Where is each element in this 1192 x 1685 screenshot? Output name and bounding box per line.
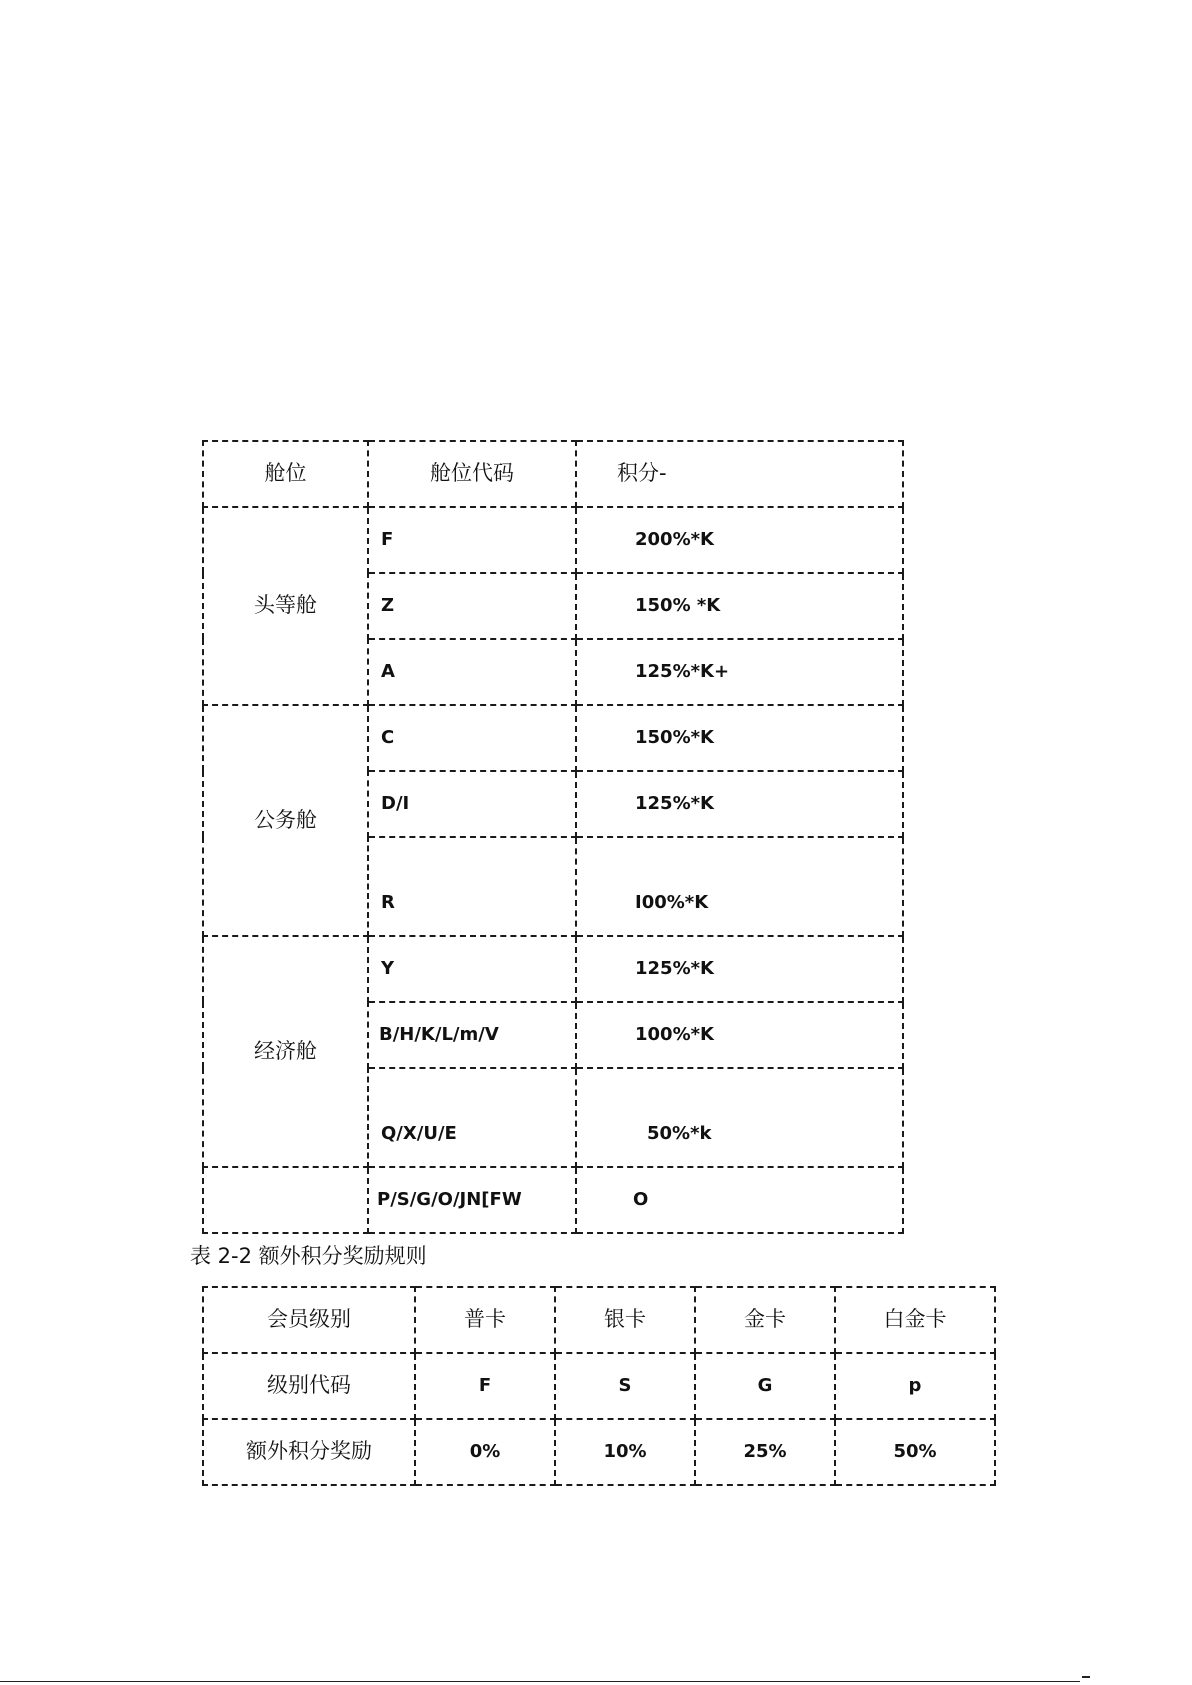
points-value: 100%*K	[576, 1002, 903, 1068]
footer-mark	[1082, 1676, 1090, 1678]
level-code: G	[695, 1353, 835, 1419]
header-cabin-code: 舱位代码	[368, 441, 576, 507]
header-cabin: 舱位	[203, 441, 368, 507]
header-gold-card: 金卡	[695, 1287, 835, 1353]
cabin-code: F	[368, 507, 576, 573]
header-silver-card: 银卡	[555, 1287, 695, 1353]
bonus-value: 10%	[555, 1419, 695, 1485]
level-code: F	[415, 1353, 555, 1419]
cabin-code: B/H/K/L/m/V	[368, 1002, 576, 1068]
header-standard-card: 普卡	[415, 1287, 555, 1353]
cabin-code: Z	[368, 573, 576, 639]
header-platinum-card: 白金卡	[835, 1287, 995, 1353]
table-header-row	[203, 441, 903, 507]
level-code: p	[835, 1353, 995, 1419]
cabin-code: P/S/G/O/JN[FW	[368, 1167, 576, 1233]
cabin-points-table	[202, 440, 904, 1234]
points-value: 125%*K	[576, 771, 903, 837]
row-label-level-code: 级别代码	[203, 1353, 415, 1419]
cabin-empty	[203, 1167, 368, 1233]
table-row	[203, 1353, 995, 1419]
table-row	[203, 705, 903, 771]
table-row	[203, 1167, 903, 1233]
cabin-code: Y	[368, 936, 576, 1002]
cabin-code: A	[368, 639, 576, 705]
header-member-level: 会员级别	[203, 1287, 415, 1353]
cabin-economy-class: 经济舱	[203, 936, 368, 1167]
points-value: 200%*K	[576, 507, 903, 573]
bonus-value: 50%	[835, 1419, 995, 1485]
table-header-row	[203, 1287, 995, 1353]
cabin-first-class: 头等舱	[203, 507, 368, 705]
cabin-code: Q/X/U/E	[368, 1068, 576, 1167]
points-value: 150% *K	[576, 573, 903, 639]
bonus-points-table	[202, 1286, 996, 1486]
header-points: 积分-	[576, 441, 903, 507]
points-value: O	[576, 1167, 903, 1233]
points-value: 125%*K+	[576, 639, 903, 705]
row-label-bonus: 额外积分奖励	[203, 1419, 415, 1485]
points-value: 125%*K	[576, 936, 903, 1002]
bonus-value: 0%	[415, 1419, 555, 1485]
footer-rule	[0, 1681, 1080, 1682]
table-row	[203, 936, 903, 1002]
table-row	[203, 507, 903, 573]
bonus-value: 25%	[695, 1419, 835, 1485]
cabin-code: R	[368, 837, 576, 936]
points-value: 150%*K	[576, 705, 903, 771]
cabin-code: C	[368, 705, 576, 771]
points-value: 50%*k	[576, 1068, 903, 1167]
cabin-business-class: 公务舱	[203, 705, 368, 936]
table-caption: 表 2-2 额外积分奖励规则	[190, 1244, 427, 1268]
cabin-code: D/I	[368, 771, 576, 837]
points-value: I00%*K	[576, 837, 903, 936]
table-row	[203, 1419, 995, 1485]
level-code: S	[555, 1353, 695, 1419]
